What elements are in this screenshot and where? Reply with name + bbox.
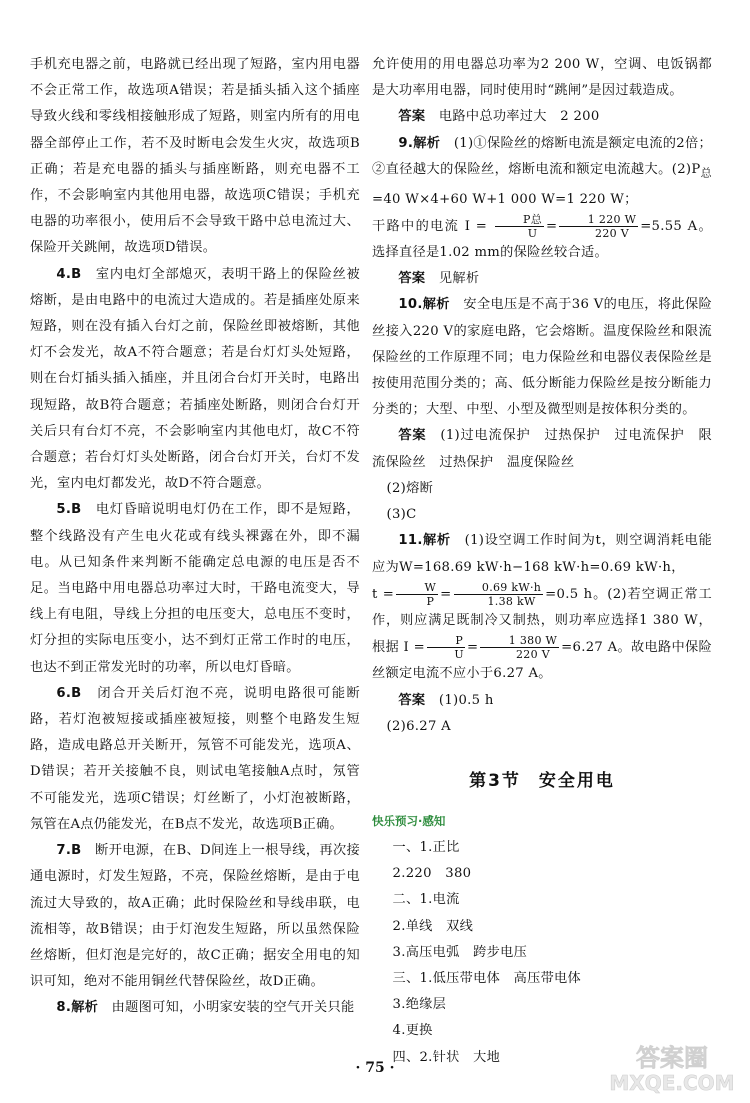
question-number: 11. — [398, 533, 423, 549]
variable-label: t = — [372, 586, 395, 602]
fraction-numerator: 1 220 W — [559, 213, 638, 227]
analysis-label: 解析 — [413, 135, 441, 151]
question-text: (1)①保险丝的熔断电流是额定电流的2倍；②直径越大的保险丝，熔断电流和额定电流越大。(2)P — [372, 135, 712, 177]
question-number: 8. — [56, 1000, 72, 1016]
question-6 — [30, 681, 360, 838]
fraction — [427, 634, 465, 661]
question-number: 10. — [398, 297, 423, 313]
analysis-label: 解析 — [71, 1000, 99, 1016]
fraction — [454, 581, 544, 608]
question-8 — [30, 995, 360, 1021]
fraction-numerator: W — [396, 581, 438, 595]
section-number: 第3节 — [469, 770, 521, 791]
question-text: =40 W×4+60 W+1 000 W=1 220 W； — [372, 191, 638, 207]
question-text: (1)设空调工作时间为t，则空调消耗电能应为W=168.69 kW·h−168 kW·h=0.69 kW·h， — [372, 533, 712, 575]
watermark-line1: 答案圈 — [636, 1044, 708, 1072]
page-number: · 75 · — [355, 1060, 395, 1076]
question-number: 5.B — [56, 502, 82, 518]
question-5 — [30, 497, 360, 680]
question-text: 干路中的电流 I = — [372, 218, 488, 234]
question-text: 安全电压是不高于36 V的电压，将此保险丝接入220 V的家庭电路，它会熔断。温度保险丝和限流保险丝的工作原理不同；电力保险丝和电器仪表保险丝是按使用范围分类的；高、低分断能力保险丝是按分断能力分类的；大型、中型、小型及微型则是按体积分类的。 — [372, 297, 712, 418]
fraction — [480, 634, 559, 661]
question-text: =5.55 A。选择直径是1.02 mm的保险丝较合适。 — [372, 218, 712, 261]
list-item: 3.高压电弧 跨步电压 — [392, 944, 528, 960]
left-column — [30, 52, 360, 1022]
section-title — [372, 766, 712, 791]
fraction-denominator: U — [527, 226, 538, 240]
preview-answers — [372, 835, 712, 1071]
fraction-numerator: P总 — [495, 213, 544, 227]
answer-label: 答案 — [398, 692, 426, 708]
question-4 — [30, 262, 360, 498]
answer-line — [372, 423, 712, 475]
list-item: 3.绝缘层 — [392, 997, 447, 1013]
question-text: 由题图可知，小明家安装的空气开关只能 — [111, 1000, 355, 1016]
question-number: 9. — [398, 135, 414, 151]
answer-paragraph: 允许使用的用电器总功率为2 200 W，空调、电饭锅都是大功率用电器，同时使用时“跳闸”是因过载造成。 — [372, 57, 712, 99]
answer-line: (2)6.27 A — [386, 718, 451, 734]
list-item: 四、2.针状 大地 — [392, 1049, 501, 1065]
question-7 — [30, 838, 360, 995]
list-item: 2.单线 双线 — [392, 918, 474, 934]
answer-line: (2)熔断 — [386, 480, 434, 496]
answer-text: (1)过电流保护 过热保护 过电流保护 限流保险丝 过热保护 温度保险丝 — [372, 428, 713, 470]
watermark-line2: MXQE.COM — [609, 1071, 735, 1095]
fraction-denominator: 220 V — [595, 226, 629, 240]
fraction-denominator: 220 V — [516, 648, 550, 662]
fraction — [559, 213, 638, 240]
fraction-numerator: P — [427, 634, 465, 648]
question-text: 闭合开关后灯泡不亮，说明电路很可能断路，若灯泡被短接或插座被短接，则整个电路发生短路，造成电路总开关断开，氖管不可能发光，选项A、D错误；若开关接触不良，则试电笔接触A点时，氖管不可能发光，选项C错误；灯丝断了，小灯泡被断路，氖管在A点仍能发光，在B点不发光，故选项B正确。 — [30, 685, 360, 832]
fraction-numerator: 1 380 W — [480, 634, 559, 648]
equals-sign: = — [546, 218, 558, 234]
question-text: =0.5 h。(2)若空调正常工作，则应满足既制冷又制热，则功率应选择1 380 W，根据 — [372, 586, 712, 656]
fraction-denominator: P — [426, 594, 435, 608]
question-text: 电灯昏暗说明电灯仍在工作，即不是短路，整个线路没有产生电火花或有线头裸露在外，即不漏电。从已知条件来判断不能确定总电源的电压是否不足。当电路中用电器总功率过大时，干路电流变大，导线上有电阻，导线上分担的电压变大，总电压不变时，灯分担的实际电压变小，达不到灯正常工作时的电压，也达不到正常发光时的功率，所以电灯昏暗。 — [30, 502, 360, 675]
list-item: 三、1.低压带电体 高压带电体 — [392, 970, 582, 986]
list-item: 4.更换 — [392, 1023, 433, 1039]
equals-sign: = — [440, 586, 452, 602]
preview-heading: 快乐预习·感知 — [372, 813, 446, 828]
answer-label: 答案 — [398, 109, 426, 125]
subscript: 总 — [700, 166, 712, 180]
answer-label: 答案 — [398, 271, 426, 287]
answer-label: 答案 — [398, 428, 427, 444]
equals-sign: = — [467, 640, 479, 656]
fraction-numerator: 0.69 kW·h — [454, 581, 544, 595]
question-number: 4.B — [56, 266, 82, 282]
analysis-label: 解析 — [422, 533, 451, 549]
answer-line: (3)C — [386, 507, 417, 523]
answer-line — [372, 266, 712, 292]
fraction-denominator: 1.38 kW — [487, 594, 536, 608]
answer-text: 电路中总功率过大 2 200 — [438, 109, 600, 125]
answer-line — [372, 104, 712, 130]
fraction-denominator: U — [454, 648, 464, 662]
variable-label: I = — [403, 640, 425, 656]
question-9 — [372, 131, 712, 267]
question-11 — [372, 528, 712, 687]
list-item: 二、1.电流 — [392, 892, 460, 908]
answer-text: (1)0.5 h — [438, 692, 494, 708]
fraction — [495, 213, 544, 240]
watermark-logo — [608, 1038, 744, 1096]
answer-text: 见解析 — [438, 271, 480, 287]
question-number: 7.B — [56, 843, 82, 859]
analysis-label: 解析 — [422, 297, 450, 313]
right-column — [372, 52, 712, 1071]
question-text: 室内电灯全部熄灭，表明干路上的保险丝被熔断，是由电路中的电流过大造成的。若是插座处原来短路，则在没有插入台灯之前，保险丝即被熔断，其他灯不会发光，故A不符合题意；若是台灯灯头处短路，则在台灯插头插入插座，并且闭合台灯开关时，电路出现短路，故B符合题意；若插座处断路，则闭合台灯开关后只有台灯不亮，不会影响室内其他电灯，故C不符合题意；若台灯灯头处断路，闭合台灯开关，台灯不发光，室内电灯都发光，故D不符合题意。 — [30, 266, 360, 492]
question-10 — [372, 292, 712, 423]
question-text: =6.27 A。故电路中保险丝额定电流不应小于6.27 A。 — [372, 640, 712, 682]
section-name: 安全用电 — [538, 770, 615, 791]
answer-line — [372, 688, 712, 714]
question-text: 断开电源，在B、D间连上一根导线，再次接通电源时，灯发生短路，不亮，保险丝熔断，是由于电流过大导致的，故A正确；此时保险丝和导线串联，电流相等，故B错误；由于灯泡发生短路，所以虽然保险丝熔断，但灯泡是完好的，故C正确；据安全用电的知识可知，绝对不能用铜丝代替保险丝，故D正确。 — [30, 843, 360, 990]
fraction — [396, 581, 438, 608]
question-number: 6.B — [56, 685, 82, 701]
list-item: 2.220 380 — [392, 866, 472, 882]
list-item: 一、1.正比 — [392, 839, 460, 855]
answer-paragraph: 手机充电器之前，电路就已经出现了短路，室内用电器不会正常工作，故选项A错误；若是插头插入这个插座导致火线和零线相接触形成了短路，则室内所有的用电器全部停止工作，若不及时断电会发生火灾，故选项B正确；若是充电器的插头与插座断路，则充电器不工作，不会影响室内其他用电器，故选项C错误；手机充电器的功率很小，使用后不会导致干路中总电流过大、保险开关跳闸，故选项D错误。 — [30, 57, 360, 256]
